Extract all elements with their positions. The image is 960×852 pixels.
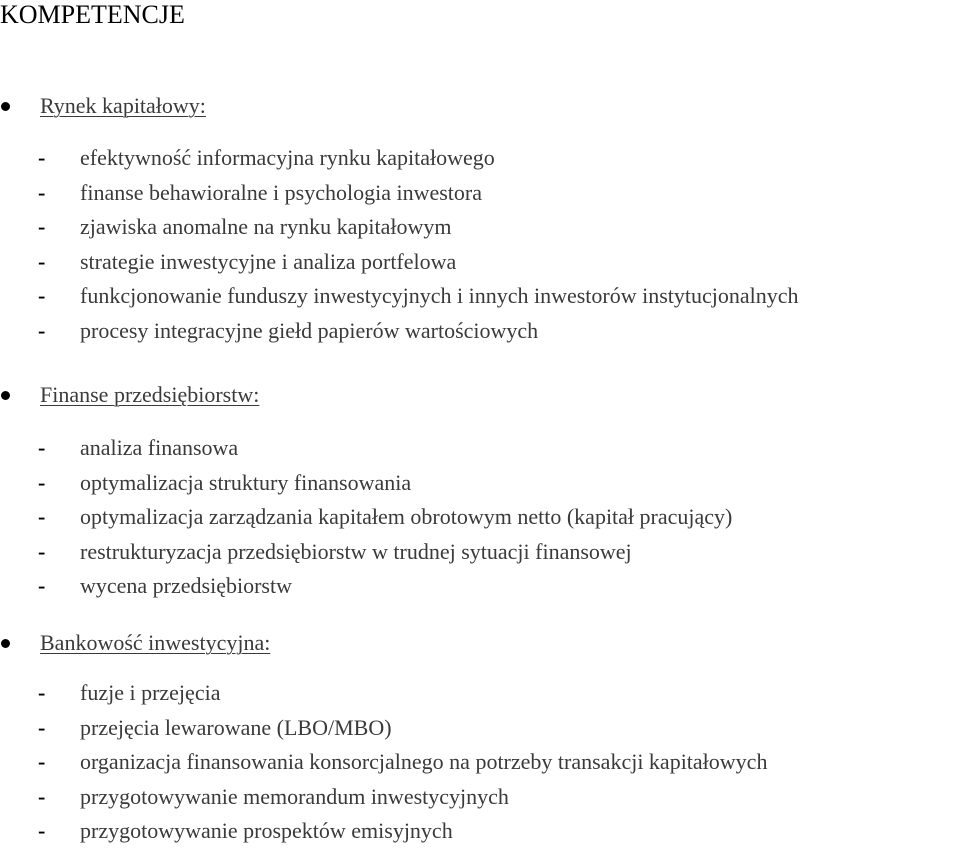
section-heading-text: Bankowość inwestycyjna: bbox=[40, 630, 271, 655]
list-item bbox=[0, 144, 960, 179]
dash-marker: - bbox=[38, 504, 46, 530]
list-item bbox=[0, 179, 960, 214]
section-heading bbox=[0, 381, 960, 409]
dash-marker: - bbox=[38, 573, 46, 599]
list-item bbox=[0, 248, 960, 283]
list-item-text: przejęcia lewarowane (LBO/MBO) bbox=[80, 714, 392, 740]
dash-marker: - bbox=[38, 538, 46, 564]
list-item-text: przygotowywanie memorandum inwestycyjnych bbox=[80, 783, 509, 809]
list-item-text: restrukturyzacja przedsiębiorstw w trudnej sytuacji finansowej bbox=[80, 538, 632, 564]
page-title: KOMPETENCJE bbox=[0, 0, 185, 29]
dash-marker: - bbox=[38, 317, 46, 343]
list-item-text: wycena przedsiębiorstw bbox=[80, 573, 292, 599]
dash-marker: - bbox=[38, 783, 46, 809]
list-item-text: organizacja finansowania konsorcjalnego na potrzeby transakcji kapitałowych bbox=[80, 749, 768, 775]
list-item bbox=[0, 783, 960, 818]
dash-marker: - bbox=[38, 248, 46, 274]
item-list bbox=[0, 434, 960, 607]
item-list bbox=[0, 679, 960, 852]
dash-marker: - bbox=[38, 818, 46, 844]
bullet-icon bbox=[1, 102, 10, 111]
dash-marker: - bbox=[38, 179, 46, 205]
item-list bbox=[0, 144, 960, 352]
list-item bbox=[0, 679, 960, 714]
list-item bbox=[0, 817, 960, 852]
list-item-text: strategie inwestycyjne i analiza portfelowa bbox=[80, 248, 457, 274]
list-item bbox=[0, 714, 960, 749]
dash-marker: - bbox=[38, 714, 46, 740]
bullet-icon bbox=[1, 391, 10, 400]
list-item-text: optymalizacja struktury finansowania bbox=[80, 469, 412, 495]
list-item bbox=[0, 317, 960, 352]
list-item-text: efektywność informacyjna rynku kapitałowego bbox=[80, 145, 495, 170]
dash-marker: - bbox=[38, 469, 46, 495]
bullet-icon bbox=[1, 639, 10, 648]
list-item bbox=[0, 282, 960, 317]
list-item bbox=[0, 748, 960, 783]
list-item-text: funkcjonowanie funduszy inwestycyjnych i innych inwestorów instytucjonalnych bbox=[80, 283, 799, 309]
dash-marker: - bbox=[38, 680, 46, 705]
section-bankowosc-inwestycyjna bbox=[0, 629, 960, 844]
list-item-text: finanse behawioralne i psychologia inwestora bbox=[80, 179, 482, 205]
section-finanse-przedsiebiorstw bbox=[0, 381, 960, 599]
list-item bbox=[0, 538, 960, 573]
list-item bbox=[0, 469, 960, 504]
section-heading bbox=[0, 629, 960, 657]
dash-marker: - bbox=[38, 145, 46, 170]
section-rynek-kapitalowy bbox=[0, 92, 960, 343]
list-item-text: zjawiska anomalne na rynku kapitałowym bbox=[80, 214, 452, 240]
list-item bbox=[0, 434, 960, 469]
list-item-text: procesy integracyjne giełd papierów wartościowych bbox=[80, 317, 539, 343]
list-item bbox=[0, 213, 960, 248]
dash-marker: - bbox=[38, 283, 46, 309]
dash-marker: - bbox=[38, 435, 46, 460]
section-heading-text: Finanse przedsiębiorstw: bbox=[40, 382, 260, 407]
section-heading-text: Rynek kapitałowy: bbox=[40, 93, 206, 118]
dash-marker: - bbox=[38, 214, 46, 240]
list-item-text: przygotowywanie prospektów emisyjnych bbox=[80, 818, 453, 844]
list-item bbox=[0, 572, 960, 607]
list-item-text: fuzje i przejęcia bbox=[80, 680, 221, 705]
dash-marker: - bbox=[38, 749, 46, 775]
list-item-text: analiza finansowa bbox=[80, 435, 239, 460]
section-heading bbox=[0, 92, 960, 120]
list-item bbox=[0, 503, 960, 538]
list-item-text: optymalizacja zarządzania kapitałem obrotowym netto (kapitał pracujący) bbox=[80, 504, 733, 530]
